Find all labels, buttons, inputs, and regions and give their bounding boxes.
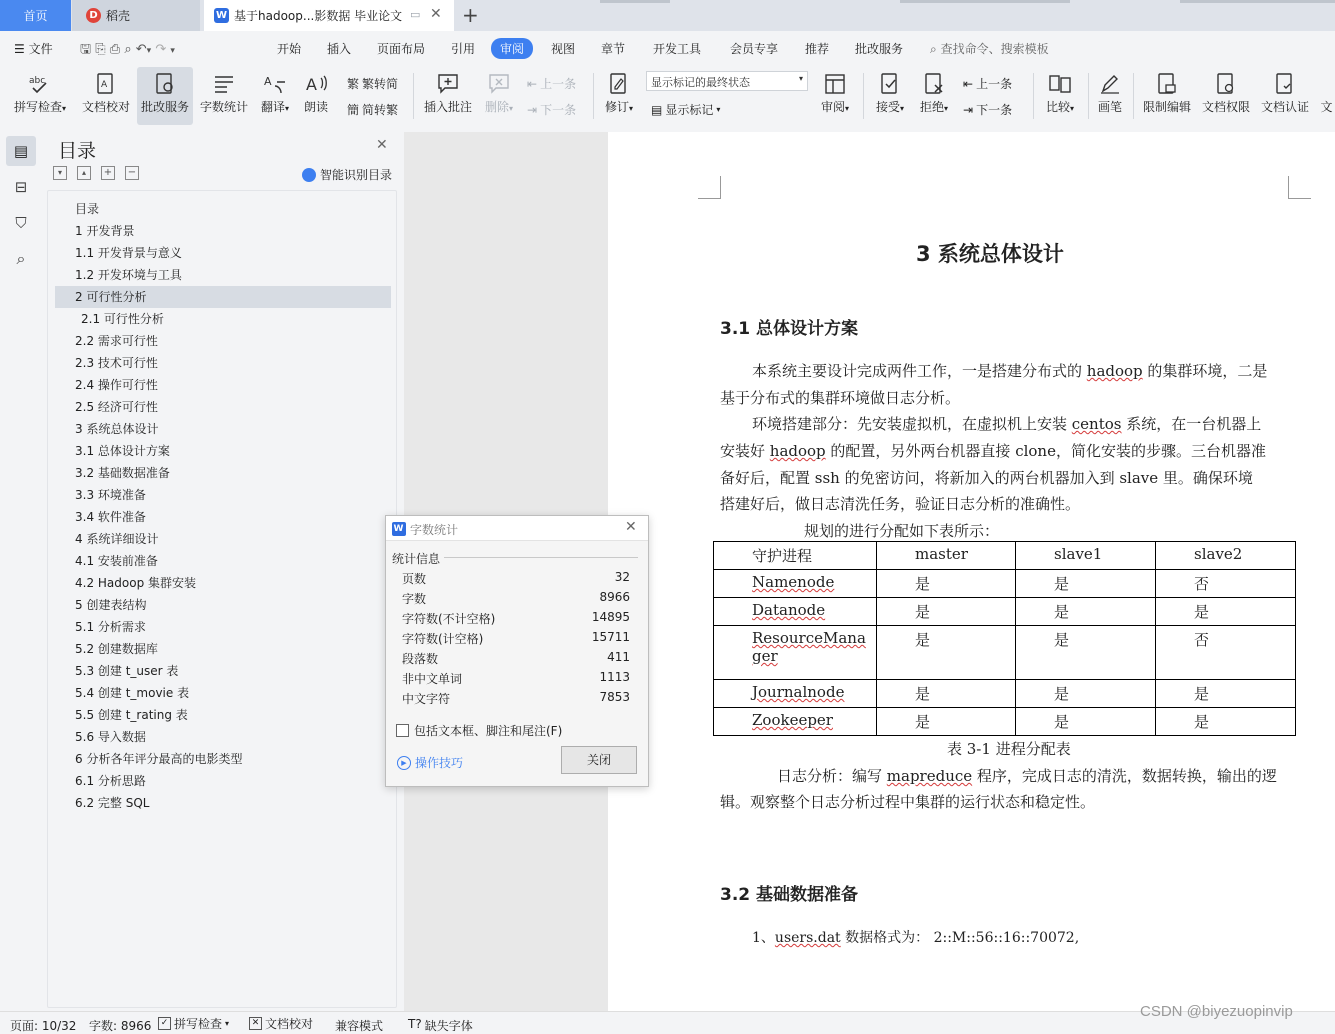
menu-view[interactable]: 视图 xyxy=(551,42,576,56)
table-cell-process xyxy=(714,570,877,598)
reject-icon xyxy=(922,72,946,96)
doc-cert-button[interactable]: 文档认证 xyxy=(1258,67,1312,125)
stat-label: 字符数(计空格) xyxy=(402,632,484,646)
checkbox-box[interactable] xyxy=(396,724,409,737)
cell-text: 是 xyxy=(1054,713,1070,731)
table-cell xyxy=(1156,626,1296,680)
daoke-logo-icon: D xyxy=(86,8,101,23)
paragraph-line: 基于分布式的集群环境做日志分析。 xyxy=(720,389,961,407)
font-warning-icon: T? xyxy=(408,1017,422,1031)
stat-value: 1113 xyxy=(599,670,630,684)
divider xyxy=(1088,73,1089,119)
menu-chapter[interactable]: 章节 xyxy=(601,42,626,56)
add-level-icon[interactable]: + xyxy=(101,166,115,180)
menu-developer[interactable]: 开发工具 xyxy=(653,42,702,56)
restrict-edit-button[interactable]: 限制编辑 xyxy=(1140,67,1194,125)
toc-item[interactable]: 3.3 环境准备 xyxy=(75,488,146,502)
toc-item[interactable]: 2.3 技术可行性 xyxy=(75,356,158,370)
stats-section-label: 统计信息 xyxy=(392,552,441,566)
expand-up-icon[interactable]: ▴ xyxy=(77,166,91,180)
svg-text:A: A xyxy=(101,80,108,90)
page-corner-mark xyxy=(1288,176,1311,199)
table-row xyxy=(714,626,1296,680)
stat-row xyxy=(402,610,630,630)
stat-value: 32 xyxy=(614,570,630,584)
table-row xyxy=(714,680,1296,708)
table-cell xyxy=(1016,598,1156,626)
tab-daoke-label: 稻壳 xyxy=(106,9,131,23)
menu-correction[interactable]: 批改服务 xyxy=(855,42,904,56)
watermark: CSDN @biyezuopinvip xyxy=(1140,1003,1293,1020)
divider xyxy=(863,73,864,119)
table-cell xyxy=(1016,542,1156,570)
menu-references[interactable]: 引用 xyxy=(451,42,476,56)
lock-doc-icon xyxy=(1155,72,1179,96)
redo-icon: ↷ xyxy=(155,42,167,57)
tab-close-icon[interactable]: ✕ xyxy=(430,6,442,22)
table-cell xyxy=(1156,570,1296,598)
status-bar xyxy=(0,1011,1335,1034)
toc-item[interactable]: 3.4 软件准备 xyxy=(75,510,146,524)
menu-recommend[interactable]: 推荐 xyxy=(805,42,830,56)
stat-label: 段落数 xyxy=(402,652,439,666)
paragraph-line: 安装好 hadoop 的配置，另外两台机器直接 clone，简化安装的步骤。三台机器准 xyxy=(720,442,1266,460)
toc-item[interactable]: 5.3 创建 t_user 表 xyxy=(75,664,179,678)
word-count-indicator[interactable]: 字数: 8966 xyxy=(89,1019,152,1033)
markup-state-select[interactable]: 显示标记的最终状态 ▾ xyxy=(646,71,808,91)
stat-value: 411 xyxy=(607,650,630,664)
pen-button[interactable]: 画笔 xyxy=(1095,67,1125,125)
chevron-down-icon: ▾ xyxy=(798,74,803,83)
cell-text: Zookeeper xyxy=(752,711,833,729)
stat-row xyxy=(402,690,630,710)
stat-value: 15711 xyxy=(591,630,630,644)
table-cell xyxy=(877,626,1016,680)
prev-change-button[interactable]: ⇤ 上一条 xyxy=(963,76,1013,91)
spell-check-button[interactable]: abc 拼写检查▾ xyxy=(8,67,72,125)
paragraph-line: 本系统主要设计完成两件工作，一是搭建分布式的 hadoop 的集群环境，二是 xyxy=(752,362,1268,380)
table-row xyxy=(714,570,1296,598)
cell-text: 是 xyxy=(915,603,931,621)
tab-strip-marker xyxy=(900,0,1070,3)
hamburger-icon: ☰ xyxy=(14,42,29,56)
table-cell xyxy=(877,708,1016,736)
menu-page-layout[interactable]: 页面布局 xyxy=(377,42,426,56)
read-aloud-button[interactable]: A 朗读 xyxy=(298,67,334,125)
search-icon: ⌕ xyxy=(930,42,937,56)
table-cell-process xyxy=(714,598,877,626)
menu-bar xyxy=(0,31,1335,67)
table-header-row xyxy=(714,542,1296,570)
stat-value: 14895 xyxy=(591,610,630,624)
stat-row xyxy=(402,590,630,610)
table-caption: 表 3-1 进程分配表 xyxy=(947,740,1071,758)
tab-document[interactable] xyxy=(204,0,454,31)
compat-mode[interactable]: 兼容模式 xyxy=(335,1019,384,1033)
table-cell xyxy=(1016,708,1156,736)
convert-icon: 繁 xyxy=(347,77,360,91)
divider xyxy=(1033,73,1034,119)
ai-icon xyxy=(302,168,316,182)
reject-button[interactable]: 拒绝▾ xyxy=(914,67,954,125)
stat-label: 字数 xyxy=(402,592,427,606)
comment-delete-icon xyxy=(487,72,511,96)
cell-text: 是 xyxy=(915,575,931,593)
toc-item[interactable]: 6.2 完整 SQL xyxy=(75,796,150,810)
paragraph-line: 1、users.dat 数据格式为： 2::M::56::16::70072, xyxy=(752,930,1080,946)
cell-text: 守护进程 xyxy=(752,547,813,565)
doc-proof-status[interactable]: ✕ 文档校对 xyxy=(249,1015,313,1032)
toc-item[interactable]: 2.4 操作可行性 xyxy=(75,378,158,392)
review-pane-button[interactable]: 审阅▾ xyxy=(815,67,855,125)
remove-level-icon[interactable]: − xyxy=(125,166,139,180)
table-cell xyxy=(1156,598,1296,626)
tips-link[interactable]: ▶ 操作技巧 xyxy=(397,754,463,771)
dialog-close-icon[interactable]: ✕ xyxy=(625,519,637,535)
wps-writer-icon: W xyxy=(215,10,228,21)
toc-item[interactable]: 4.2 Hadoop 集群安装 xyxy=(75,576,197,590)
read-aloud-icon xyxy=(304,72,328,96)
markup-icon: ▤ xyxy=(651,102,663,117)
cell-text: master xyxy=(915,545,968,563)
stat-label: 非中文单词 xyxy=(402,672,463,686)
page-corner-mark xyxy=(698,176,721,199)
toc-item[interactable]: 2 可行性分析 xyxy=(55,286,391,308)
toc-item[interactable]: 2.1 可行性分析 xyxy=(81,312,164,326)
prev-icon: ⇤ xyxy=(527,76,538,91)
stat-label: 中文字符 xyxy=(402,692,451,706)
check-icon: ✓ xyxy=(158,1017,171,1030)
toc-item[interactable]: 1.2 开发环境与工具 xyxy=(75,268,182,282)
paragraph-line: 日志分析：编写 mapreduce 程序，完成日志的清洗，数据转换，输出的逻 xyxy=(777,767,1277,785)
doc-proof-button[interactable]: A 文档校对 xyxy=(78,67,134,125)
cell-text: slave1 xyxy=(1054,545,1103,563)
table-row xyxy=(714,598,1296,626)
proof-icon: ✕ xyxy=(249,1017,262,1030)
accept-icon xyxy=(878,72,902,96)
stat-row xyxy=(402,670,630,690)
smart-toc-button[interactable]: 智能识别目录 xyxy=(302,166,392,183)
accept-button[interactable]: 接受▾ xyxy=(870,67,910,125)
tab-bar xyxy=(0,0,1335,31)
table-cell-process xyxy=(714,626,877,680)
toc-item[interactable]: 4 系统详细设计 xyxy=(75,532,159,546)
toc-item[interactable]: 目录 xyxy=(75,202,100,216)
spell-check-toggle[interactable]: ✓ 拼写检查 ▾ xyxy=(158,1015,229,1032)
preview-icon: ⌕ xyxy=(124,42,132,57)
comment-add-icon xyxy=(436,72,460,96)
quick-access-icons[interactable]: 🖫 ⎘ ⎙ ⌕ ↶▾ ↷ ▾ xyxy=(80,42,175,57)
stat-label: 页数 xyxy=(402,572,427,586)
cell-text: ResourceManager xyxy=(752,629,866,665)
paragraph-line: 备好后，配置 ssh 的免密访问，将新加入的两台机器加入到 slave 里。确保环境 xyxy=(720,469,1253,487)
bookmark-icon[interactable]: ⛉ xyxy=(15,214,27,232)
section-title: 3.1 总体设计方案 xyxy=(720,319,859,339)
divider xyxy=(444,557,638,558)
next-icon: ⇥ xyxy=(527,102,538,117)
ribbon-more-button[interactable]: 文 xyxy=(1320,100,1333,114)
toc-item[interactable]: 1 开发背景 xyxy=(75,224,135,238)
table-cell xyxy=(1156,542,1296,570)
cell-text: 是 xyxy=(1054,603,1070,621)
stat-value: 7853 xyxy=(599,690,630,704)
menu-start[interactable]: 开始 xyxy=(277,42,302,56)
svg-text:A: A xyxy=(306,75,317,94)
toc-icon[interactable]: ▤ xyxy=(6,136,36,166)
process-table xyxy=(713,541,1296,736)
trad-to-simp-button[interactable]: 繁 繁转简 xyxy=(347,77,399,91)
table-cell xyxy=(877,570,1016,598)
cell-text: 是 xyxy=(915,713,931,731)
collapse-icon[interactable]: ▾ xyxy=(53,166,67,180)
compare-icon xyxy=(1048,72,1072,96)
show-markup-button[interactable]: ▤ 显示标记 ▾ xyxy=(651,102,721,117)
table-cell-process xyxy=(714,542,877,570)
revise-icon xyxy=(607,72,631,96)
stat-row xyxy=(402,650,630,670)
table-cell xyxy=(877,680,1016,708)
stat-label: 字符数(不计空格) xyxy=(402,612,496,626)
tab-home-label: 首页 xyxy=(23,9,48,23)
next-change-icon: ⇥ xyxy=(963,102,974,117)
doc-permission-button[interactable]: 文档权限 xyxy=(1199,67,1253,125)
close-button[interactable]: 关闭 xyxy=(561,746,637,774)
paragraph-line: 搭建好后，做日志清洗任务，验证日志分析的准确性。 xyxy=(720,495,1081,513)
print-icon: ⎙ xyxy=(109,42,121,57)
certificate-icon xyxy=(1273,72,1297,96)
menu-membership[interactable]: 会员专享 xyxy=(730,42,779,56)
cell-text: Journalnode xyxy=(752,683,845,701)
tab-daoke[interactable] xyxy=(72,0,200,31)
review-pane-icon xyxy=(823,72,847,96)
cell-text: 是 xyxy=(1194,603,1210,621)
cell-text: 是 xyxy=(1194,685,1210,703)
undo-icon: ↶ xyxy=(135,42,147,57)
translate-icon xyxy=(263,72,287,96)
compare-button[interactable]: 比较▾ xyxy=(1040,67,1080,125)
table-cell-process xyxy=(714,708,877,736)
dialog-title: 字数统计 xyxy=(410,523,459,537)
chapter-title: 3 系统总体设计 xyxy=(916,242,1064,266)
paragraph-line: 环境搭建部分：先安装虚拟机，在虚拟机上安装 centos 系统，在一台机器上 xyxy=(752,415,1262,433)
cell-text: 是 xyxy=(1054,575,1070,593)
table-row xyxy=(714,708,1296,736)
stat-value: 8966 xyxy=(599,590,630,604)
table-cell xyxy=(1156,680,1296,708)
table-cell xyxy=(1016,626,1156,680)
cell-text: Datanode xyxy=(752,601,826,619)
cell-text: 是 xyxy=(1194,713,1210,731)
convert-icon: 簡 xyxy=(347,103,360,117)
table-intro: 规划的进行分配如下表所示： xyxy=(804,522,1000,540)
table-cell xyxy=(1016,570,1156,598)
cell-text: 否 xyxy=(1194,575,1210,593)
toc-item[interactable]: 5.2 创建数据库 xyxy=(75,642,158,656)
toc-item[interactable]: 5.5 创建 t_rating 表 xyxy=(75,708,188,722)
table-cell xyxy=(877,542,1016,570)
cell-text: Namenode xyxy=(752,573,835,591)
toc-item[interactable]: 1.1 开发背景与意义 xyxy=(75,246,182,260)
file-menu[interactable]: ☰ 文件 xyxy=(14,42,53,56)
prev-change-icon: ⇤ xyxy=(963,76,974,91)
toc-item[interactable]: 3.2 基础数据准备 xyxy=(75,466,170,480)
doc-proof-icon xyxy=(94,72,118,96)
structure-icon[interactable]: ⊟ xyxy=(14,178,28,196)
nav-close-icon[interactable]: ✕ xyxy=(376,137,388,153)
table-cell-process xyxy=(714,680,877,708)
left-rail xyxy=(0,132,43,1011)
stat-row xyxy=(402,630,630,650)
nav-title: 目录 xyxy=(58,140,97,162)
section-title: 3.2 基础数据准备 xyxy=(720,885,859,905)
insert-comment-button[interactable]: 插入批注 xyxy=(420,67,476,125)
table-cell xyxy=(1156,708,1296,736)
wps-writer-icon: W xyxy=(391,521,406,536)
tab-home[interactable] xyxy=(0,0,71,31)
page-indicator[interactable]: 页面: 10/32 xyxy=(10,1019,77,1033)
new-tab-button[interactable]: + xyxy=(462,3,479,27)
toc-item[interactable]: 5 创建表结构 xyxy=(75,598,147,612)
spell-check-icon xyxy=(28,72,52,96)
simp-to-trad-button[interactable]: 簡 简转繁 xyxy=(347,103,399,117)
word-count-button[interactable]: 字数统计 xyxy=(197,67,251,125)
tab-pin-icon[interactable]: ▭ xyxy=(410,8,421,21)
pen-icon xyxy=(1098,72,1122,96)
divider xyxy=(413,73,414,119)
toc-item[interactable]: 3 系统总体设计 xyxy=(75,422,159,436)
toc-item[interactable]: 5.1 分析需求 xyxy=(75,620,146,634)
table-cell xyxy=(1016,680,1156,708)
correction-service-icon xyxy=(153,72,177,96)
svg-text:A: A xyxy=(264,75,272,88)
cell-text: slave2 xyxy=(1194,545,1243,563)
cell-text: 是 xyxy=(1054,685,1070,703)
tab-strip-marker xyxy=(600,0,670,3)
tab-strip-marker xyxy=(1180,0,1335,3)
command-search[interactable]: ⌕ 查找命令、搜索模板 xyxy=(930,42,1049,56)
toc-item[interactable]: 4.1 安装前准备 xyxy=(75,554,158,568)
divider xyxy=(1133,73,1134,119)
cell-text: 是 xyxy=(1054,631,1070,649)
cell-text: 是 xyxy=(915,631,931,649)
revise-button[interactable]: 修订▾ xyxy=(600,67,638,125)
svg-text:abc: abc xyxy=(29,76,46,86)
table-cell xyxy=(877,598,1016,626)
dialog-titlebar[interactable] xyxy=(386,516,648,541)
tab-document-label: 基于hadoop...影数据 毕业论文 xyxy=(234,9,403,23)
toc-item[interactable]: 2.2 需求可行性 xyxy=(75,334,158,348)
include-notes-checkbox[interactable]: 包括文本框、脚注和尾注(F) xyxy=(396,722,562,739)
export-icon: ⎘ xyxy=(95,42,106,57)
stat-row xyxy=(402,570,630,590)
divider xyxy=(593,73,594,119)
next-comment-button[interactable]: ⇥ 下一条 xyxy=(527,102,577,117)
menu-review[interactable]: 审阅 xyxy=(491,38,533,59)
toc-item[interactable]: 2.5 经济可行性 xyxy=(75,400,158,414)
search-icon[interactable]: ⌕ xyxy=(16,249,26,268)
menu-insert[interactable]: 插入 xyxy=(327,42,352,56)
toc-item[interactable]: 5.6 导入数据 xyxy=(75,730,146,744)
missing-font-status[interactable]: T? 缺失字体 xyxy=(408,1017,473,1033)
translate-button[interactable]: A 翻译▾ xyxy=(256,67,294,125)
delete-comment-button[interactable]: 删除▾ xyxy=(480,67,518,125)
play-icon: ▶ xyxy=(397,756,411,770)
toc-item[interactable]: 5.4 创建 t_movie 表 xyxy=(75,686,190,700)
toc-item[interactable]: 6.1 分析思路 xyxy=(75,774,146,788)
word-count-icon xyxy=(212,72,236,96)
next-change-button[interactable]: ⇥ 下一条 xyxy=(963,102,1013,117)
prev-comment-button[interactable]: ⇤ 上一条 xyxy=(527,76,577,91)
nav-tools xyxy=(53,166,139,180)
toc-item[interactable]: 3.1 总体设计方案 xyxy=(75,444,170,458)
doc-permission-icon xyxy=(1214,72,1238,96)
save-icon: 🖫 xyxy=(80,42,92,57)
toc-list xyxy=(55,198,391,814)
paragraph-line: 辑。观察整个日志分析过程中集群的运行状态和稳定性。 xyxy=(720,793,1096,811)
cell-text: 否 xyxy=(1194,631,1210,649)
word-count-dialog xyxy=(385,515,649,787)
cell-text: 是 xyxy=(915,685,931,703)
correction-service-button[interactable]: 批改服务 xyxy=(137,67,193,125)
ribbon-review xyxy=(0,67,1335,133)
toc-item[interactable]: 6 分析各年评分最高的电影类型 xyxy=(75,752,243,766)
